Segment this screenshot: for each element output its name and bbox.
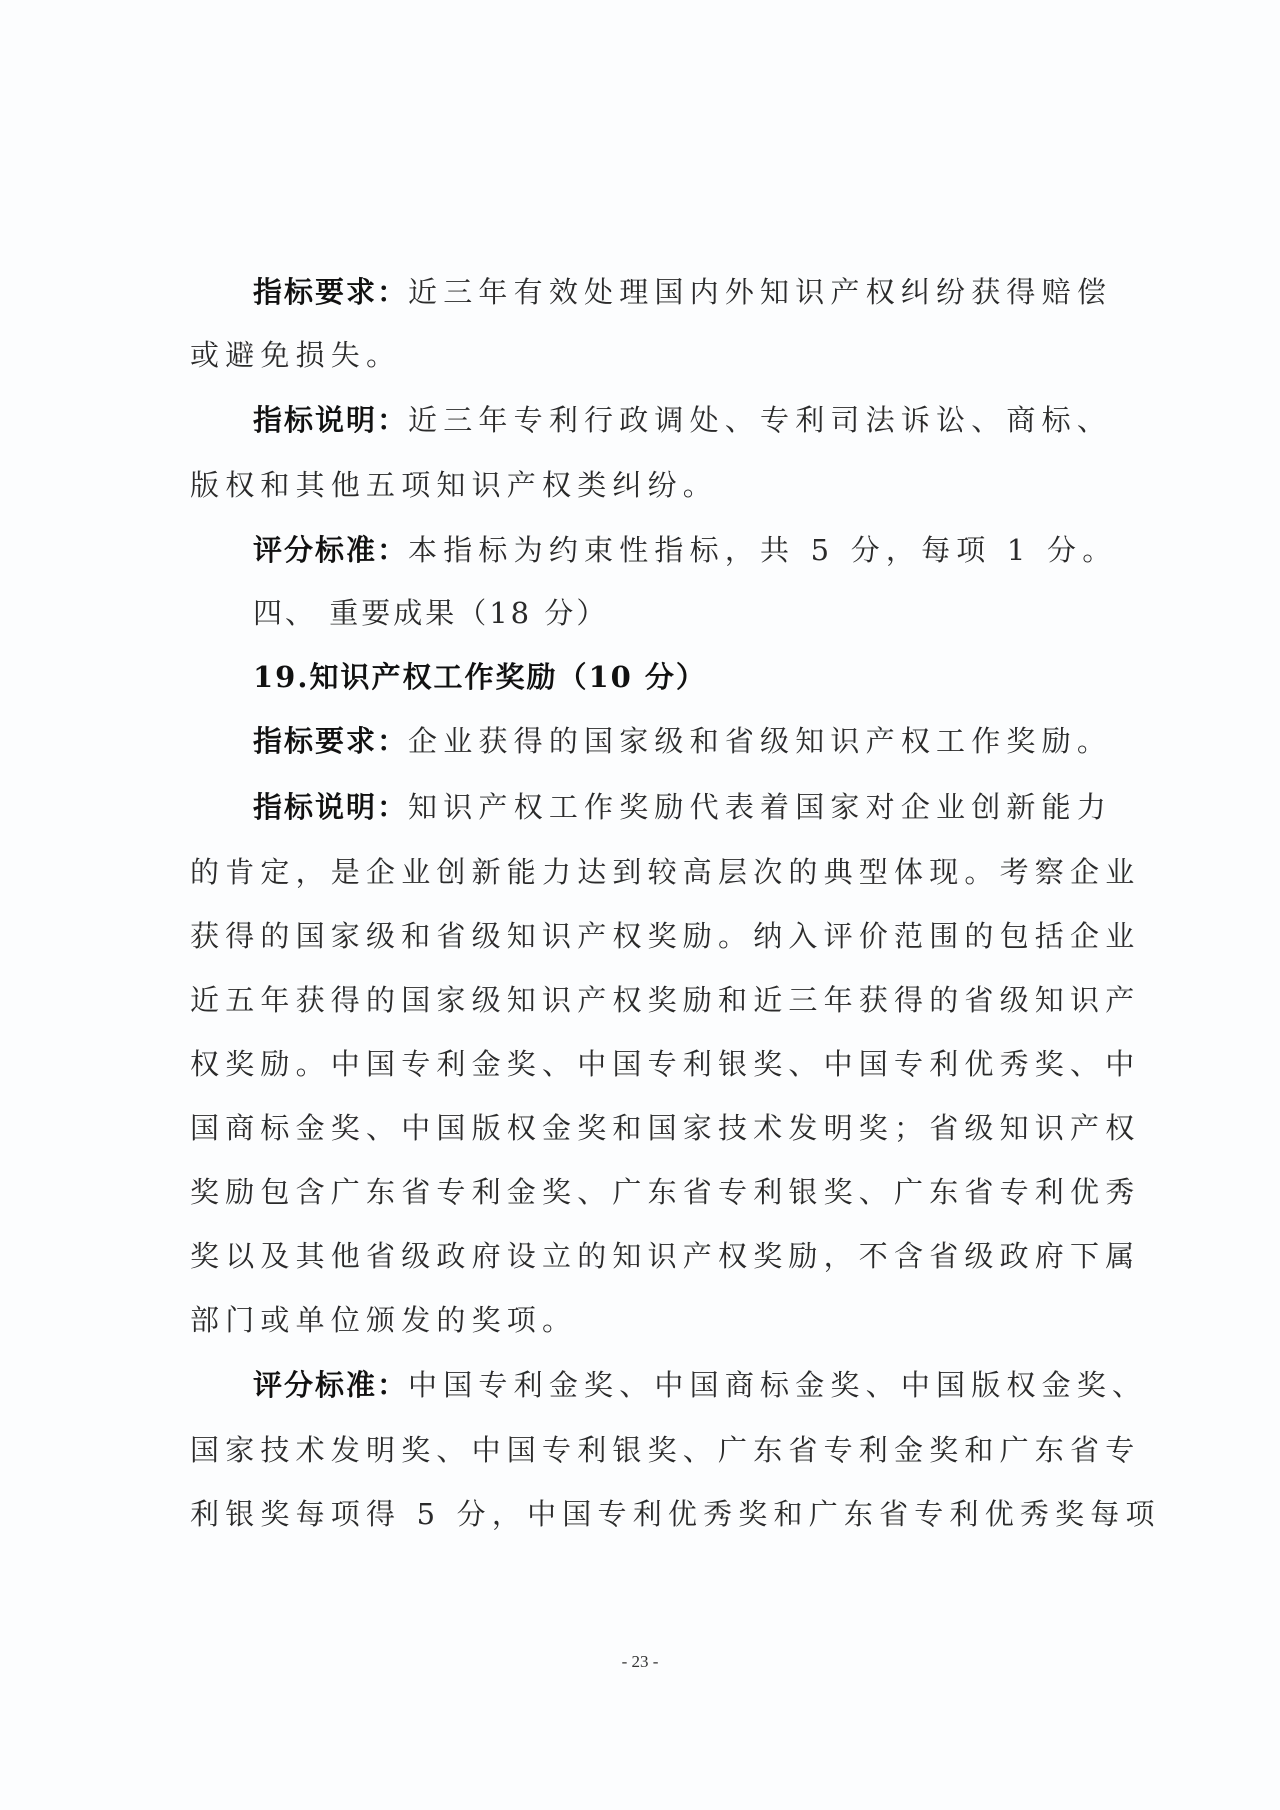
- scoring-label: 评分标准：: [253, 1368, 409, 1402]
- award-requirement-line-1: 指标要求：企业获得的国家级和省级知识产权工作奖励。: [253, 724, 1113, 758]
- award-scoring-line-3: 利银奖每项得 5 分，中国专利优秀奖和广东省专利优秀奖每项: [190, 1497, 1161, 1531]
- paragraph-requirement-line-2: 或避免损失。: [190, 338, 402, 372]
- requirement-label: 指标要求：: [253, 275, 409, 309]
- paragraph-requirement-line-1: 指标要求：近三年有效处理国内外知识产权纠纷获得赔偿: [253, 275, 1113, 309]
- award-description-line-7: 奖励包含广东省专利金奖、广东省专利银奖、广东省专利优秀: [190, 1175, 1141, 1209]
- award-description-line-3: 获得的国家级和省级知识产权奖励。纳入评价范围的包括企业: [190, 919, 1141, 953]
- award-description-line-2: 的肯定，是企业创新能力达到较高层次的典型体现。考察企业: [190, 855, 1141, 889]
- paragraph-scoring-line-1: 评分标准：本指标为约束性指标，共 5 分，每项 1 分。: [253, 533, 1118, 567]
- subsection-heading: 19.知识产权工作奖励（10 分）: [253, 660, 707, 694]
- award-description-line-5: 权奖励。中国专利金奖、中国专利银奖、中国专利优秀奖、中: [190, 1047, 1141, 1081]
- award-scoring-line-2: 国家技术发明奖、中国专利银奖、广东省专利金奖和广东省专: [190, 1433, 1141, 1467]
- paragraph-description-line-2: 版权和其他五项知识产权类纠纷。: [190, 468, 719, 502]
- award-scoring-line-1: 评分标准：中国专利金奖、中国商标金奖、中国版权金奖、: [253, 1368, 1148, 1402]
- award-description-line-8: 奖以及其他省级政府设立的知识产权奖励，不含省级政府下属: [190, 1239, 1141, 1273]
- award-description-line-6: 国商标金奖、中国版权金奖和国家技术发明奖；省级知识产权: [190, 1111, 1141, 1145]
- paragraph-description-line-1: 指标说明：近三年专利行政调处、专利司法诉讼、商标、: [253, 403, 1113, 437]
- requirement-label: 指标要求：: [253, 724, 409, 758]
- scoring-label: 评分标准：: [253, 533, 409, 567]
- description-label: 指标说明：: [253, 790, 409, 824]
- award-description-line-9: 部门或单位颁发的奖项。: [190, 1303, 578, 1337]
- award-description-line-1: 指标说明：知识产权工作奖励代表着国家对企业创新能力: [253, 790, 1113, 824]
- award-description-line-4: 近五年获得的国家级知识产权奖励和近三年获得的省级知识产: [190, 983, 1141, 1017]
- description-label: 指标说明：: [253, 403, 409, 437]
- page-number: - 23 -: [621, 1652, 659, 1671]
- section-heading: 四、 重要成果（18 分）: [253, 596, 609, 630]
